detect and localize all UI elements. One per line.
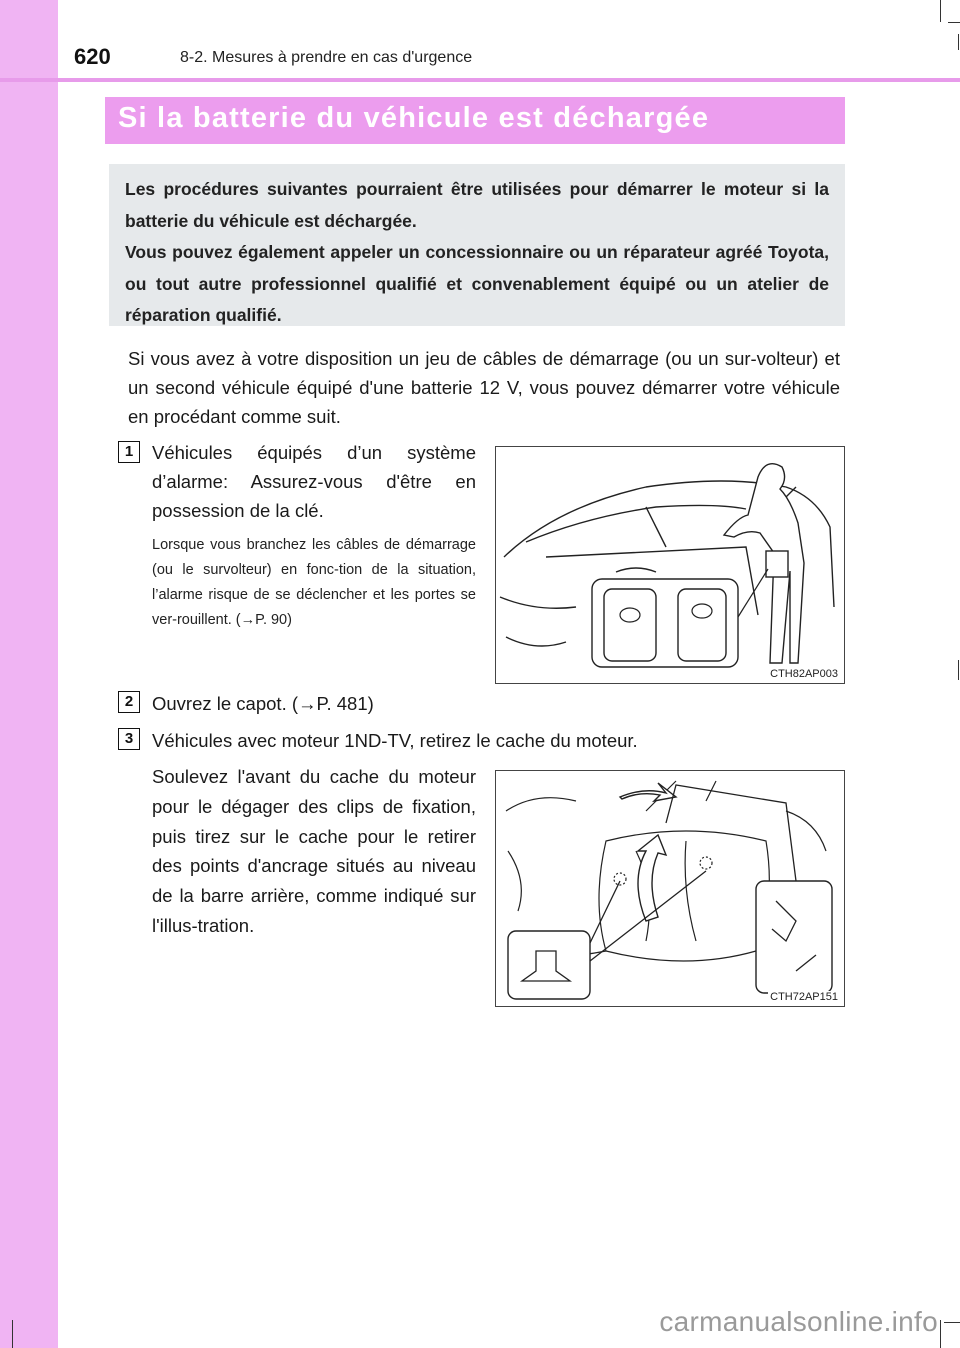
- summary-paragraph-2: Vous pouvez également appeler un concessionnaire ou un réparateur agréé Toyota, ou tout autre professionnel qualifié et convenablement équipé ou un atelier de réparation qualifié.: [125, 242, 829, 325]
- crop-mark: [958, 660, 959, 680]
- step-number-2: 2: [118, 691, 140, 713]
- breadcrumb: 8-2. Mesures à prendre en cas d'urgence: [180, 49, 473, 66]
- step-3-detail: Soulevez l'avant du cache du moteur pour le dégager des clips de fixation, puis tirez sur le cache pour le retirer des points d'ancrage situés au niveau de la barre arrière, comme indiqué sur l'illus-tration.: [152, 766, 476, 936]
- step-number-3: 3: [118, 728, 140, 750]
- figure-key-alarm: [495, 446, 845, 684]
- section-title: Si la batterie du véhicule est déchargée: [118, 102, 710, 134]
- page-number: 620: [74, 44, 111, 69]
- step-2-text: Ouvrez le capot. (→P. 481): [152, 693, 374, 714]
- watermark: carmanualsonline.info: [659, 1306, 938, 1337]
- crop-mark: [940, 0, 941, 22]
- summary-paragraph-1: Les procédures suivantes pourraient être utilisées pour démarrer le moteur si la batterie du véhicule est déchargée.: [125, 179, 829, 231]
- figure-engine-cover: [495, 770, 845, 1007]
- crop-mark: [940, 1320, 941, 1348]
- crop-mark: [958, 34, 959, 50]
- figure-code: CTH82AP003: [770, 668, 838, 680]
- intro-paragraph: Si vous avez à votre disposition un jeu de câbles de démarrage (ou un sur-volteur) et un second véhicule équipé d'une batterie 12 V, vous pouvez démarrer votre véhicule en procédant comme suit.: [128, 348, 840, 427]
- page-edge-band: [0, 0, 58, 1348]
- step-1-text: Véhicules équipés d’un système d’alarme: Assurez-vous d'être en possession de la clé.: [152, 442, 476, 521]
- engine-cover-illustration: [496, 771, 845, 1007]
- step-number-1: 1: [118, 441, 140, 463]
- step-3-text: Véhicules avec moteur 1ND-TV, retirez le cache du moteur.: [152, 730, 638, 751]
- crop-mark: [948, 22, 960, 23]
- car-and-key-illustration: [496, 447, 845, 684]
- summary-box: [109, 164, 845, 326]
- figure-code: CTH72AP151: [770, 991, 838, 1003]
- crop-mark: [944, 1322, 960, 1323]
- step-1-note: Lorsque vous branchez les câbles de démarrage (ou le survolteur) en fonc-tion de la situation, l’alarme risque de se déclencher et les portes se ver-rouillent. (→P. 90): [152, 537, 476, 628]
- header-rule: [0, 78, 960, 82]
- section-title-bar: [105, 97, 845, 144]
- crop-mark: [12, 1320, 13, 1348]
